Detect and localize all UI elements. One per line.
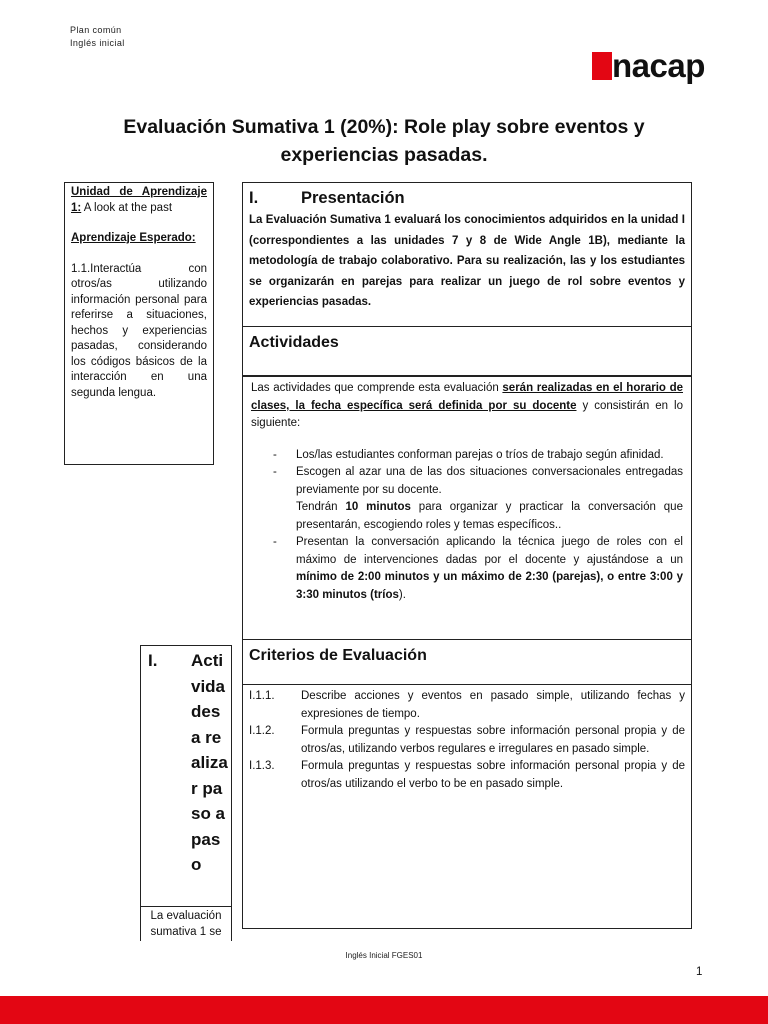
title-line-2: experiencias pasadas.: [280, 144, 488, 166]
intro-text-a: Las actividades que comprende esta evaluación: [251, 382, 503, 394]
logo-text: nacap: [612, 47, 705, 84]
criteria-text: Describe acciones y eventos en pasado simple, utilizando fechas y expresiones de tiempo.: [301, 690, 685, 720]
criteria-heading: Criterios de Evaluación: [249, 647, 427, 664]
page-number: 1: [696, 966, 703, 978]
intro-text-emphasis: serán realizadas en el horario de clases, la fecha específica será definida por su docente: [251, 382, 683, 412]
course-label: Inglés inicial: [70, 38, 125, 48]
page-title: [84, 113, 684, 169]
presentation-heading: [249, 186, 685, 210]
logo-red-block: [592, 52, 612, 80]
program-label: Plan común: [70, 25, 122, 35]
activities-heading: Actividades: [249, 334, 339, 351]
list-item-text: Presentan la conversación aplicando la técnica juego de roles con el máximo de intervenciones dadas por el docente y ajustándose a un: [296, 536, 683, 566]
step-activities-heading-box: [140, 645, 232, 907]
list-item-text: Los/las estudiantes conforman parejas o tríos de trabajo según afinidad.: [296, 448, 664, 461]
list-item: [273, 464, 683, 534]
criteria-number: I.1.2.: [249, 725, 275, 737]
criteria-number: I.1.1.: [249, 690, 275, 702]
presentation-section: [242, 182, 692, 327]
list-item: [273, 534, 683, 604]
presentation-text: La Evaluación Sumativa 1 evaluará los conocimientos adquiridos en la unidad I (correspondientes a las unidades 7 y 8 de Wide Angle 1B), mediante la metodología de trabajo colaborativo. Para su realización, las y los estudiantes se organizarán en parejas para realizar un juego de rol sobre eventos y experiencias pasadas.: [249, 214, 685, 308]
dash-bullet: -: [273, 466, 277, 478]
activities-intro: [251, 380, 683, 433]
step-activities-number: I.: [148, 651, 158, 670]
criteria-list: [249, 688, 685, 793]
list-item-text: ).: [398, 588, 406, 601]
criteria-heading-cell: [242, 639, 692, 685]
list-item-bold: mínimo de 2:00 minutos y un máximo de 2:30 (parejas), o entre 3:00 y 3:30 minutos (tríos: [296, 571, 683, 601]
activities-list: [251, 447, 683, 605]
criteria-item: [249, 758, 685, 793]
criteria-body: [242, 684, 692, 929]
list-item-bold: 10 minutos: [345, 501, 411, 513]
presentation-title: Presentación: [301, 189, 405, 207]
activities-body: [242, 376, 692, 640]
list-item-text: Tendrán: [296, 501, 346, 513]
criteria-number: I.1.3.: [249, 760, 275, 772]
expected-learning-text: 1.1.Interactúa con otros/as utilizando información personal para referirse a situaciones, hechos y experiencias pasadas, considerando los códigos básicos de la interacción en una segunda lengua.: [71, 262, 207, 399]
criteria-text: Formula preguntas y respuestas sobre información personal propia y de otros/as, utilizando verbos regulares e irregulares en pasado simple.: [301, 725, 685, 755]
list-item-text: para organizar y practicar la conversación que presentarán, escogiendo roles y temas específicos..: [296, 501, 683, 531]
list-item: [273, 447, 683, 465]
unit-value: A look at the past: [81, 201, 173, 214]
expected-learning-label: Aprendizaje Esperado:: [71, 232, 196, 244]
presentation-number: I.: [249, 189, 259, 207]
intro-text-c: y consistirán en lo siguiente:: [251, 399, 684, 429]
dash-bullet: -: [273, 536, 277, 548]
criteria-item: [249, 723, 685, 758]
criteria-item: [249, 688, 685, 723]
step-activities-title: Actividades a realizar paso a paso: [191, 651, 228, 874]
footer-text: Inglés Inicial FGES01: [345, 951, 423, 960]
step-activities-text-box: La evaluación sumativa 1 se: [140, 906, 232, 941]
activities-heading-cell: [242, 326, 692, 376]
footer-red-bar: [0, 996, 768, 1024]
inacap-logo: [592, 46, 732, 86]
learning-unit-box: [64, 182, 214, 465]
list-item-text: Escogen al azar una de las dos situaciones conversacionales entregadas previamente por su docente.: [296, 466, 683, 496]
title-line-1: Evaluación Sumativa 1 (20%): Role play sobre eventos y: [123, 116, 645, 138]
dash-bullet: -: [273, 448, 277, 461]
criteria-text: Formula preguntas y respuestas sobre información personal propia y de otros/as utilizando el verbo to be en pasado simple.: [301, 760, 685, 790]
unit-label: Unidad de Aprendizaje 1:: [71, 186, 207, 214]
